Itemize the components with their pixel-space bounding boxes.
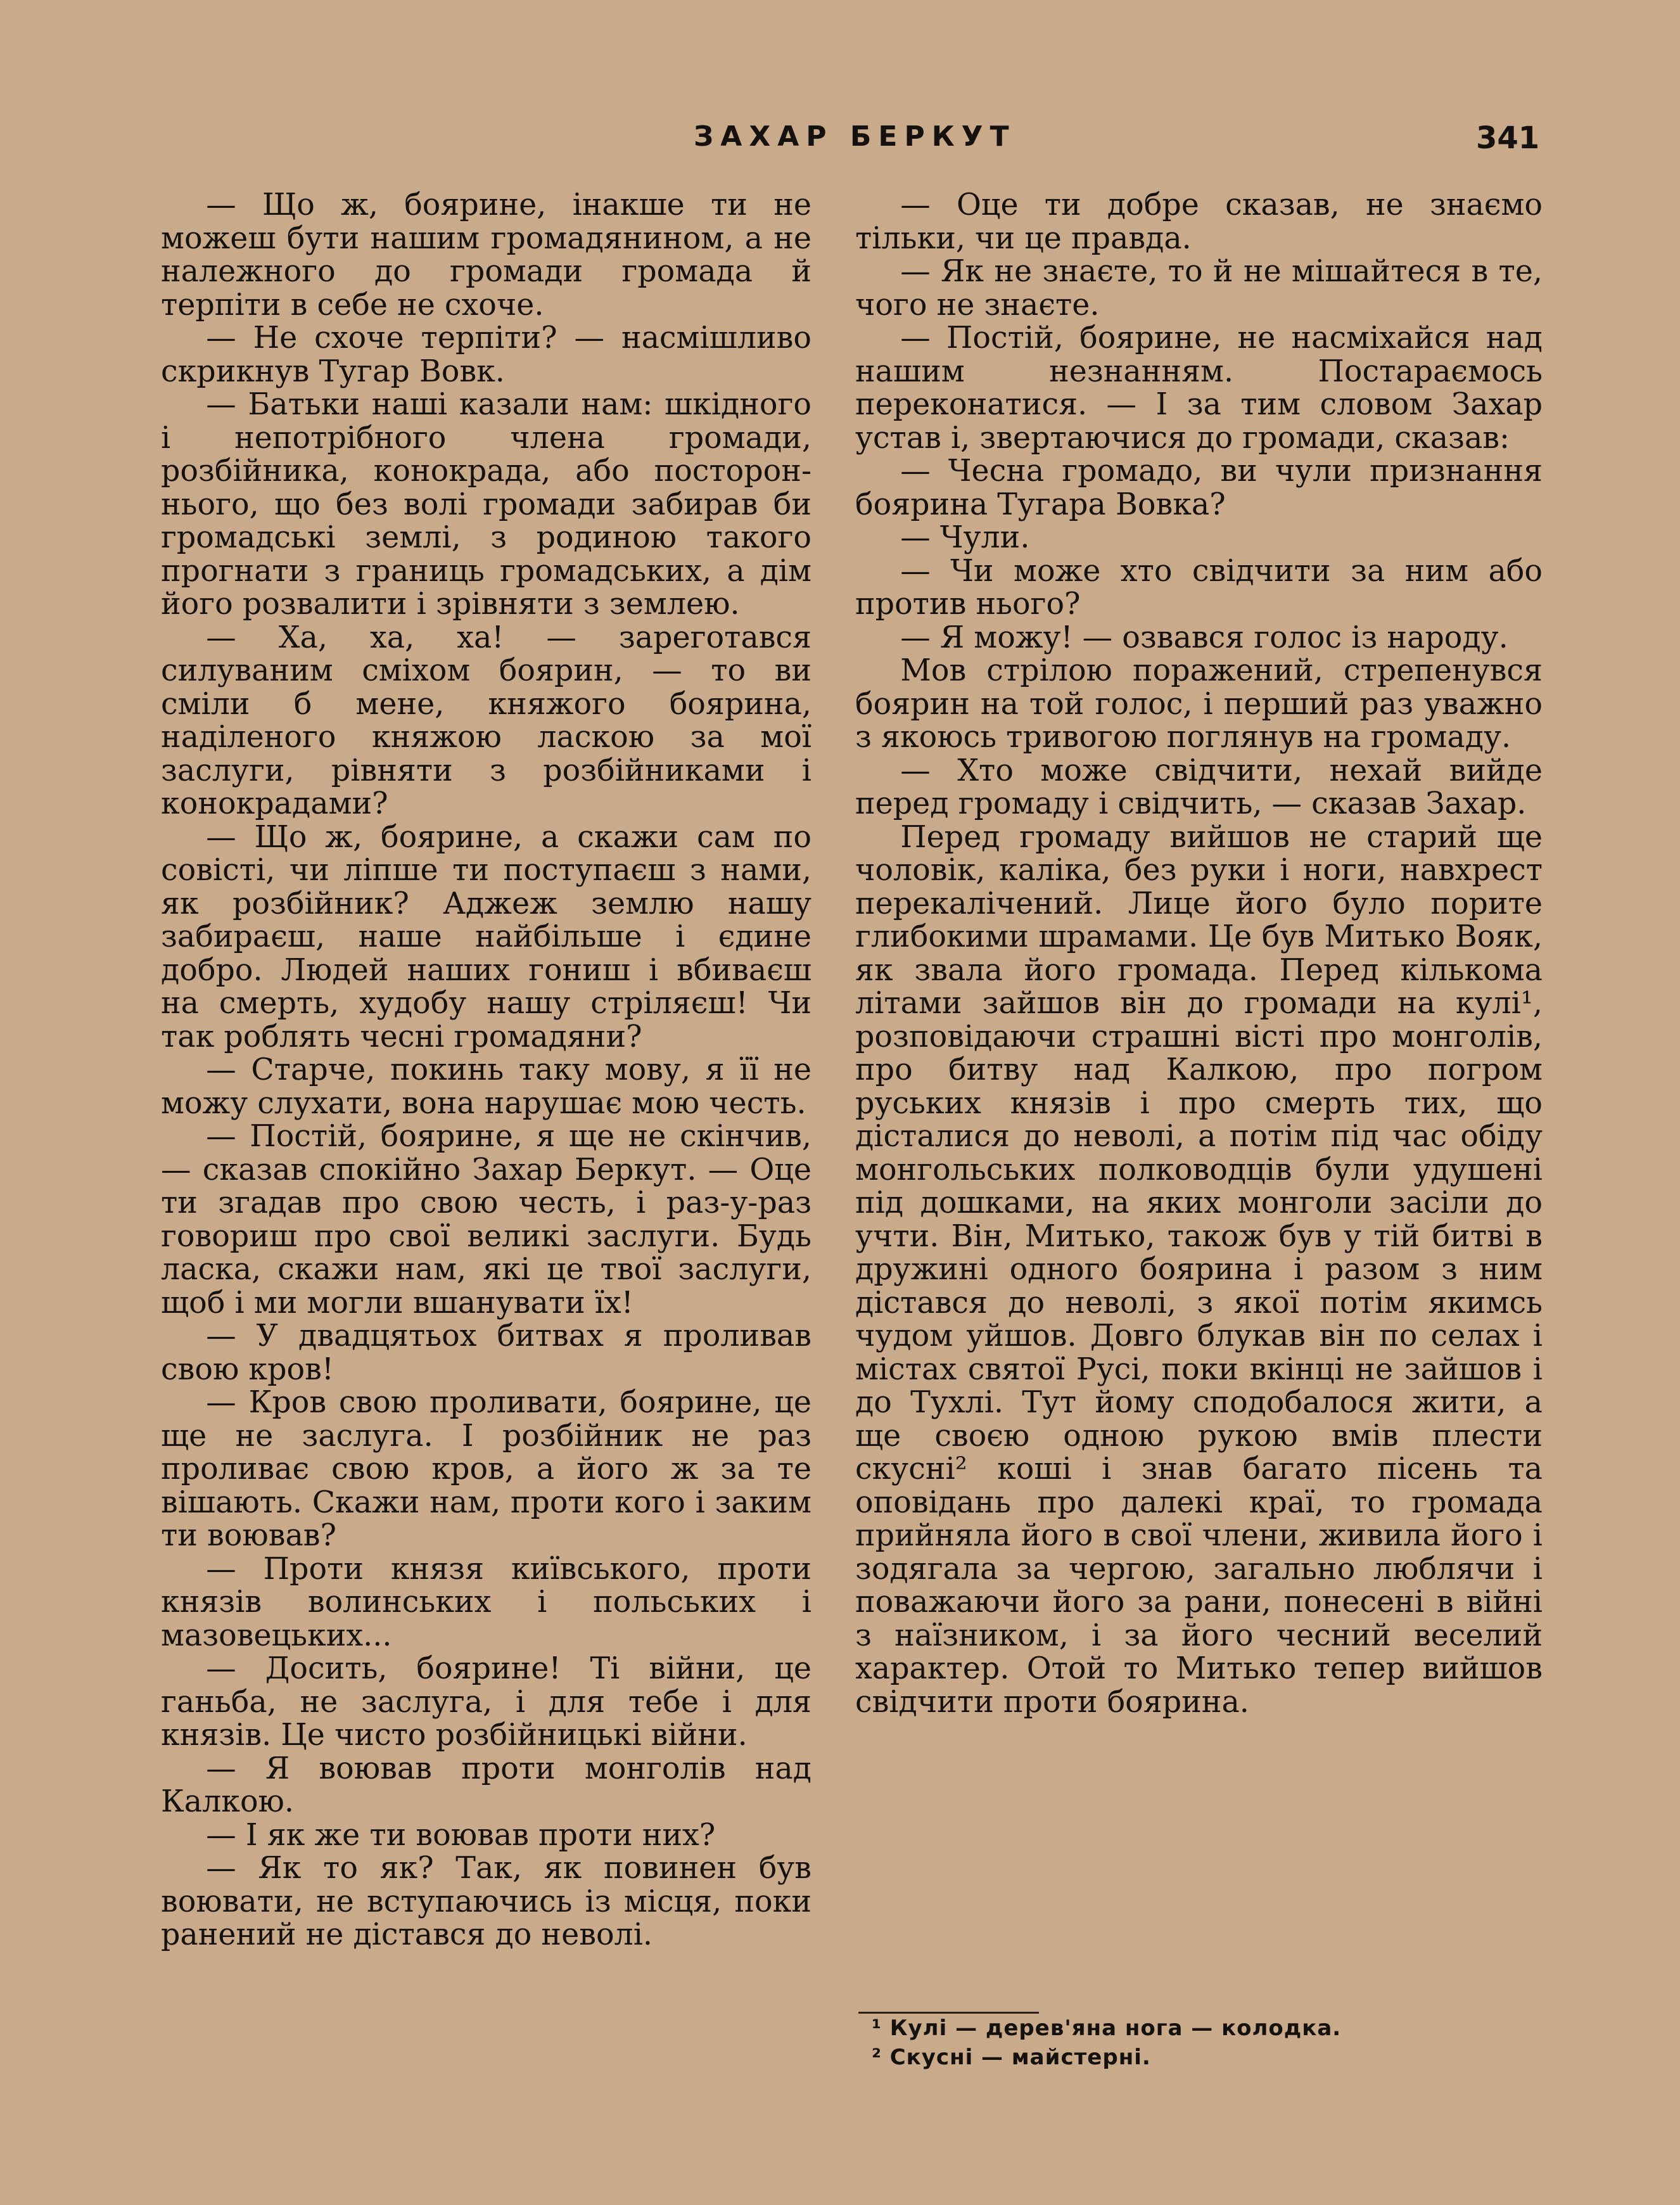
paragraph: — Ха, ха, ха! — зареготався силуваним сміхом боярин, — то ви сміли б мене, княжого боярина, наділеного княжою ласкою за мої заслуги, рівняти з розбійниками і конокрадами? — [161, 620, 811, 821]
page-header — [0, 120, 1680, 165]
paragraph: Перед громаду вийшов не старий ще чоловік, каліка, без руки і ноги, навхрест перекалічений. Лице його було порите глибокими шрамами. Це був Митько Вояк, як звала його громада. Перед кількома літами зайшов він до громади на кулі¹, розповідаючи страшні вісті про монголів, про битву над Калкою, про погром руських князів і про смерть тих, що дісталися до неволі, а потім під час обіду монгольських полководців були удушені під дошками, на яких монголи засіли до учти. Він, Митько, також був у тій битві в дружині одного боярина і разом з ним дістався до неволі, з якої потім якимсь чудом уйшов. Довго блукав він по селах і містах святої Русі, поки вкінці не зайшов і до Тухлі. Тут йому сподобалося жити, а ще своєю одною рукою вмів плести скусні² коші і знав багато пісень та оповідань про далекі краї, то громада прийняла його в свої члени, живила його і зодягала за чергою, загально люблячи і поважаючи його за рани, понесені в війні з наїзником, і за його чесний веселий характер. Отой то Митько тепер вийшов свідчити проти боярина. — [855, 819, 1543, 1720]
paragraph: — І як же ти воював проти них? — [206, 1817, 716, 1853]
paragraph: — Постій, боярине, я ще не скінчив, — сказав спокійно Захар Беркут. — Оце ти згадав про свою честь, і раз-у-раз говориш про свої великі заслуги. Будь ласка, скажи нам, які це твої заслуги, щоб і ми могли вшанувати їх! — [161, 1119, 811, 1320]
paragraph: — Як не знаєте, то й не мішайтеся в те, чого не знаєте. — [855, 254, 1543, 323]
paragraph: — Кров свою проливати, боярине, це ще не заслуга. І розбійник не раз проливає свою кров, а його ж за те вішають. Скажи нам, проти кого і заким ти воював? — [161, 1385, 811, 1553]
paragraph: — Чули. — [900, 520, 1030, 555]
right-column — [855, 189, 1543, 1719]
paragraph: — Хто може свідчити, нехай вийде перед громаду і свідчить, — сказав Захар. — [855, 753, 1543, 821]
paragraph: — Оце ти добре сказав, не знаємо тільки, чи це правда. — [855, 188, 1543, 256]
paragraph: — Не схоче терпіти? — насмішливо скрикнув Тугар Вовк. — [161, 321, 811, 389]
footnote: ¹ Кулі — дерев'яна нога — колодка. — [872, 2016, 1342, 2041]
paragraph: — Я воював проти монголів над Калкою. — [161, 1751, 811, 1819]
paragraph: — Старче, покинь таку мову, я її не можу слухати, вона нарушає мою честь. — [161, 1052, 811, 1121]
paragraph: — Я можу! — озвався голос із народу. — [900, 620, 1508, 655]
paragraph: — Проти князя київського, проти князів волинських і польських і мазовецьких... — [161, 1551, 811, 1653]
paragraph: — Постій, боярине, не насміхайся над нашим незнанням. Постараємось переконатися. — І за тим словом Захар устав і, звертаючися до громади, сказав: — [855, 321, 1543, 456]
paragraph: — Досить, боярине! Ті війни, це ганьба, не заслуга, і для тебе і для князів. Це чисто розбійницькі війни. — [161, 1651, 811, 1753]
footnote: ² Скусні — майстерні. — [872, 2045, 1151, 2070]
paragraph: — Що ж, боярине, а скажи сам по совісті, чи ліпше ти поступаєш з нами, як розбійник? Аджеж землю нашу забираєш, наше найбільше і єдине добро. Людей наших гониш і вбиваєш на смерть, худобу нашу стріляєш! Чи так роблять чесні громадяни? — [161, 819, 811, 1054]
paragraph: — Чи може хто свідчити за ним або против нього? — [855, 553, 1543, 622]
paragraph: — Батьки наші казали нам: шкідного і непотрібного члена громади, розбійника, конокрада, або постороннього, що без волі громади забирав би громадські землі, з родиною такого прогнати з границь громадських, а дім його розвалити і зрівняти з землею. — [161, 387, 811, 622]
footnotes — [855, 2012, 1543, 2072]
paragraph: — Чесна громадо, ви чули признання боярина Тугара Вовка? — [855, 454, 1543, 522]
left-column — [161, 189, 811, 1952]
paragraph: — Що ж, боярине, інакше ти не можеш бути нашим громадянином, а не належного до громади громада й терпіти в себе не схоче. — [161, 188, 811, 323]
paragraph: Мов стрілою поражений, стрепенувся боярин на той голос, і перший раз уважно з якоюсь тривогою поглянув на громаду. — [855, 653, 1543, 755]
paragraph: — Як то як? Так, як повинен був воювати, не вступаючись із місця, поки ранений не дістався до неволі. — [161, 1851, 811, 1952]
page-number: 341 — [1476, 120, 1540, 156]
paragraph: — У двадцятьох битвах я проливав свою кров! — [161, 1319, 811, 1387]
running-title: ЗАХАР БЕРКУТ — [694, 120, 1016, 153]
